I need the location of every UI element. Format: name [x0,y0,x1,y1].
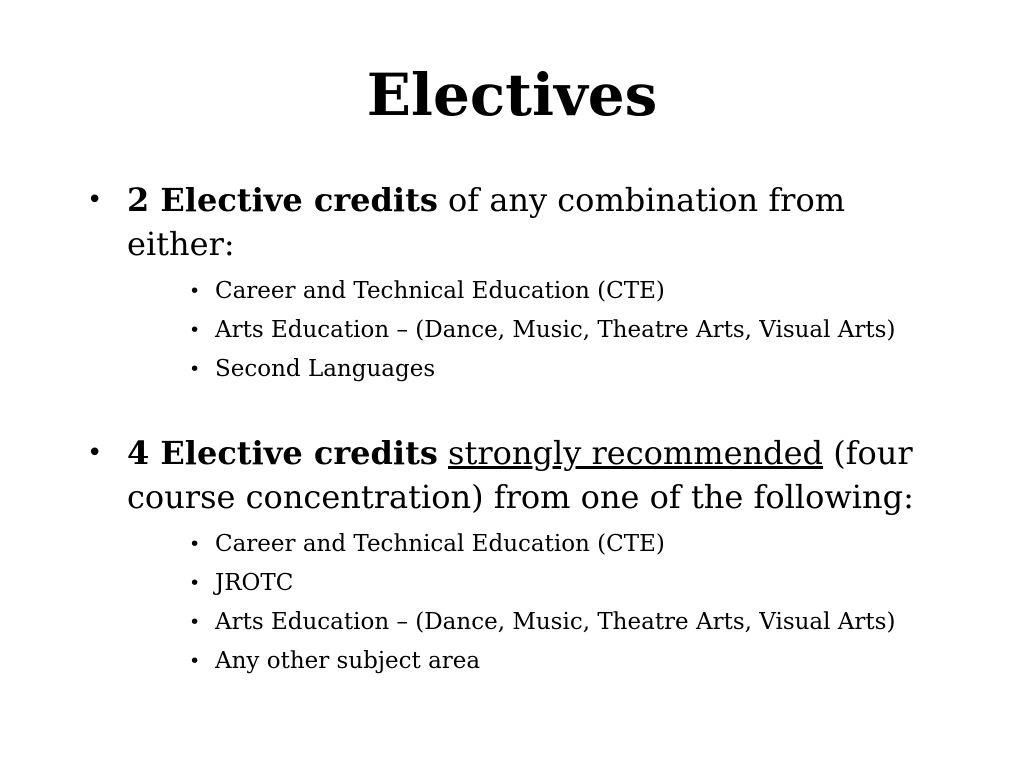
list-item [189,603,975,642]
sublist-concentration [189,525,975,681]
sub-bullet-marker: • [189,533,201,555]
list-item [189,525,975,564]
list-item [189,564,975,603]
list-item [189,311,975,350]
bullet-text: (four course concentration) from one of the following: [127,434,914,516]
list-item-text: Arts Education – (Dance, Music, Theatre Arts, Visual Arts) [215,609,896,635]
bullet-elective-2-credits [87,178,947,266]
slide-title: Electives [366,61,658,129]
bullet-bold-text: 4 Elective credits [127,434,438,472]
sub-bullet-marker: • [189,280,201,302]
sub-bullet-marker: • [189,611,201,633]
list-item-text: Any other subject area [215,648,481,674]
list-item-text: JROTC [215,570,294,596]
sub-bullet-marker: • [189,572,201,594]
bullet-bold-text: 2 Elective credits [127,181,438,219]
bullet-marker: • [87,438,103,468]
list-item-text: Career and Technical Education (CTE) [215,531,665,557]
sub-bullet-marker: • [189,319,201,341]
bullet-marker: • [87,185,103,215]
bullet-elective-4-credits [87,431,947,519]
sub-bullet-marker: • [189,358,201,380]
list-item [189,642,975,681]
list-item-text: Arts Education – (Dance, Music, Theatre Arts, Visual Arts) [215,317,896,343]
sub-bullet-marker: • [189,650,201,672]
list-item-text: Second Languages [215,356,436,382]
sublist-any-combination [189,272,975,389]
list-item [189,350,975,389]
bullet-underlined-text: strongly recommended [448,434,824,472]
list-item [189,272,975,311]
bullet-text: of any combination from either: [127,181,846,263]
list-item-text: Career and Technical Education (CTE) [215,278,665,304]
